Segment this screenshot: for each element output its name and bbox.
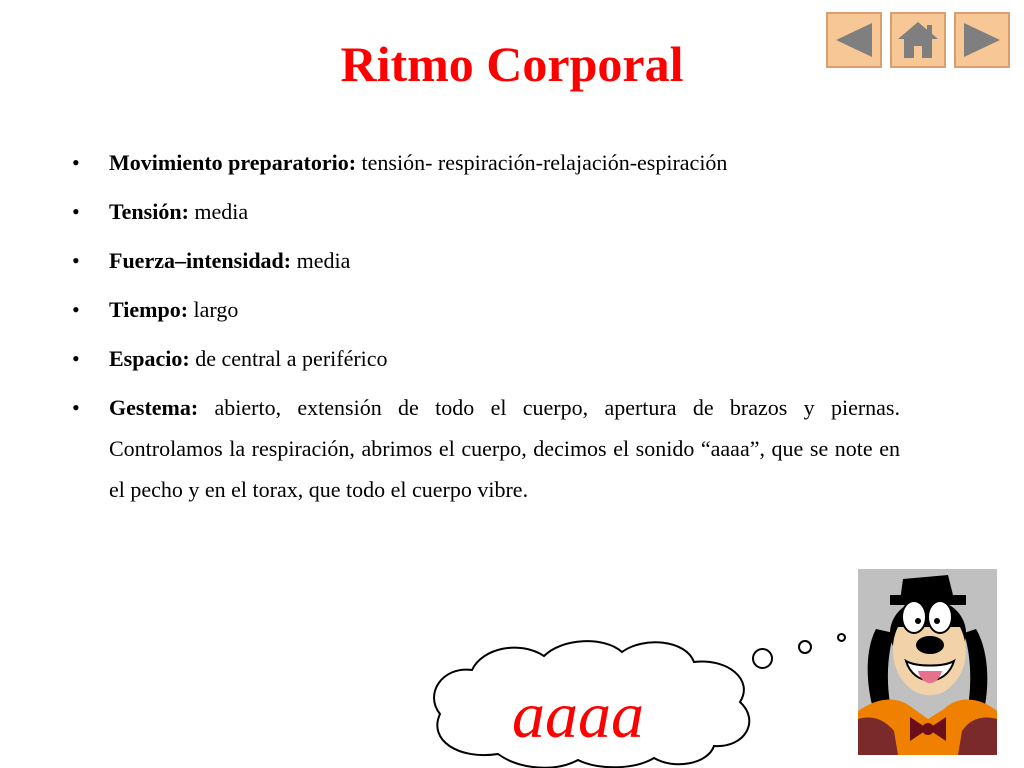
- bullet-list: [70, 142, 900, 518]
- slide-navigation: [826, 12, 1010, 68]
- bullet-text: media: [291, 248, 351, 273]
- bullet-text: de central a periférico: [189, 346, 388, 371]
- bullet-text: abierto, extensión de todo el cuerpo, apertura de brazos y piernas. Controlamos la respiración, abrimos el cuerpo, decimos el sonido “aaaa”, que se note en el pecho y en el torax, que todo el cuerpo vibre.: [109, 395, 900, 502]
- thought-bubble-text: aaaa: [512, 679, 644, 752]
- list-item: [70, 191, 900, 232]
- bullet-label: Tensión:: [109, 199, 189, 224]
- bullet-text: largo: [188, 297, 239, 322]
- slide-title: Ritmo Corporal: [340, 36, 684, 92]
- bullet-label: Tiempo:: [109, 297, 189, 322]
- home-icon: [896, 19, 940, 61]
- list-item: [70, 387, 900, 510]
- home-button[interactable]: [890, 12, 946, 68]
- list-item: [70, 338, 900, 379]
- list-item: [70, 142, 900, 183]
- thought-bubble-dot-small: [837, 633, 846, 642]
- bullet-text: tensión- respiración-relajación-espiración: [356, 150, 728, 175]
- bullet-label: Gestema:: [109, 395, 199, 420]
- next-slide-button[interactable]: [954, 12, 1010, 68]
- list-item: [70, 240, 900, 281]
- left-arrow-icon: [832, 20, 876, 60]
- bullet-text: media: [188, 199, 249, 224]
- list-item: [70, 289, 900, 330]
- previous-slide-button[interactable]: [826, 12, 882, 68]
- thought-bubble-dot-medium: [798, 640, 812, 654]
- bullet-label: Movimiento preparatorio:: [109, 150, 357, 175]
- cartoon-dog-icon: [858, 569, 997, 755]
- bullet-label: Fuerza–intensidad:: [109, 248, 292, 273]
- thought-bubble-dot-large: [752, 648, 773, 669]
- bullet-label: Espacio:: [109, 346, 190, 371]
- cartoon-character-picture: [858, 569, 997, 755]
- right-arrow-icon: [960, 20, 1004, 60]
